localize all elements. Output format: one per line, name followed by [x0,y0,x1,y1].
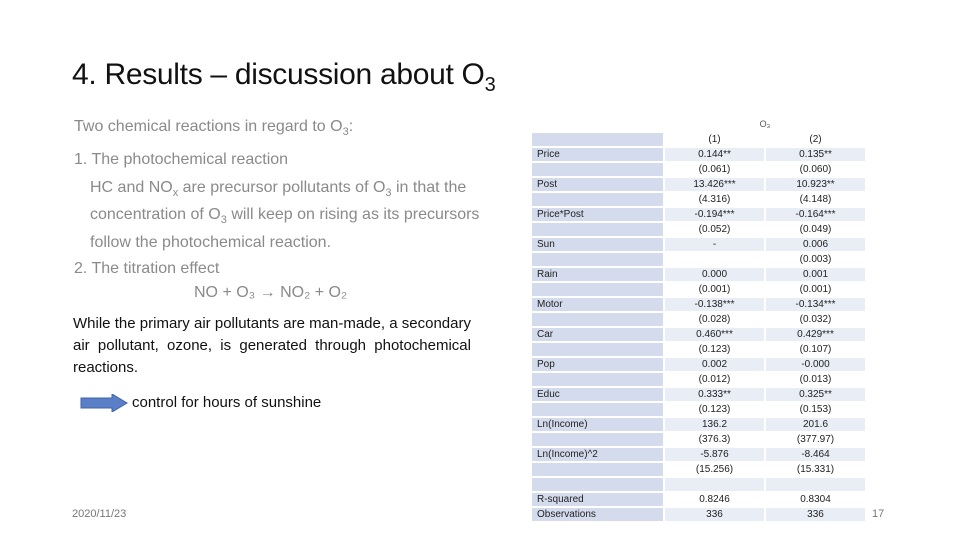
column-1-cell: 0.002 [665,358,764,371]
column-2-cell: (0.060) [766,163,865,176]
row-label: Sun [532,238,663,251]
column-header-1: (1) [665,133,764,146]
column-2-cell: 201.6 [766,418,865,431]
column-2-cell: 336 [766,508,865,521]
regression-table [530,116,867,523]
dependent-variable-label: O₃ [759,119,771,129]
column-2-cell: (0.001) [766,283,865,296]
titration-reaction: NO + O₃ → NO₂ + O₂ [194,283,348,301]
row-label [532,163,663,176]
table-row [532,313,865,326]
row-label: Observations [532,508,663,521]
column-2-cell: (0.032) [766,313,865,326]
column-1-cell: (4.316) [665,193,764,206]
table-row [532,193,865,206]
column-2-cell: 0.8304 [766,493,865,506]
column-2-cell: (0.013) [766,373,865,386]
bullet-list [74,116,494,304]
row-label [532,283,663,296]
row-label [532,253,663,266]
column-2-cell: 0.135** [766,148,865,161]
row-label: R-squared [532,493,663,506]
column-2-cell: 0.006 [766,238,865,251]
sunshine-note-label: control for hours of sunshine [132,394,322,411]
row-label: Educ [532,388,663,401]
column-2-cell: (0.107) [766,343,865,356]
column-1-cell: (0.052) [665,223,764,236]
column-2-cell: (0.003) [766,253,865,266]
column-2-cell: (377.97) [766,433,865,446]
column-1-cell: 136.2 [665,418,764,431]
column-1-cell: (0.123) [665,343,764,356]
row-label: Price*Post [532,208,663,221]
column-1-cell: 0.460*** [665,328,764,341]
table-row [532,253,865,266]
row-label [532,433,663,446]
column-2-cell: (0.049) [766,223,865,236]
table-row [532,268,865,281]
column-1-cell: (0.001) [665,283,764,296]
row-label [532,193,663,206]
table-row [532,433,865,446]
column-1-cell: (0.028) [665,313,764,326]
table-row [532,328,865,341]
slide-title: 4. Results – discussion about $O_3$ [72,58,496,96]
row-label: Car [532,328,663,341]
table-row [532,178,865,191]
column-2-cell: (0.153) [766,403,865,416]
table-row [532,373,865,386]
bullet-item-1: 1. The photochemical reaction [74,151,289,169]
table-row [532,283,865,296]
row-label [532,463,663,476]
table-row [532,418,865,431]
column-1-cell: 0.144** [665,148,764,161]
row-label: Pop [532,358,663,371]
column-2-cell [766,478,865,491]
column-1-cell: 13.426*** [665,178,764,191]
column-2-cell: 0.429*** [766,328,865,341]
column-1-cell: 0.000 [665,268,764,281]
row-label: Price [532,148,663,161]
slide-date: 2020/11/23 [72,508,127,520]
table-row [532,403,865,416]
table-row [532,358,865,371]
row-label [532,373,663,386]
row-label: Ln(Income) [532,418,663,431]
column-header-2: (2) [766,133,865,146]
ozone-paragraph: While the primary air pollutants are man-made, a secondary air pollutant, ozone, is generated through photochemical reactions. [73,315,471,376]
bullet-item-2: 2. The titration effect [74,259,220,277]
table-row [532,493,865,506]
column-2-cell: (4.148) [766,193,865,206]
row-label [532,403,663,416]
table-row [532,448,865,461]
table-header-group [532,118,865,131]
column-1-cell: -0.138*** [665,298,764,311]
column-1-cell: (15.256) [665,463,764,476]
column-1-cell: 336 [665,508,764,521]
row-label: Rain [532,268,663,281]
table-row [532,388,865,401]
column-1-cell: -0.194*** [665,208,764,221]
table-row [532,148,865,161]
column-1-cell: (0.012) [665,373,764,386]
column-1-cell: (0.123) [665,403,764,416]
column-1-cell: -5.876 [665,448,764,461]
table-row [532,208,865,221]
table-row [532,298,865,311]
column-1-cell [665,253,764,266]
row-label: Ln(Income)^2 [532,448,663,461]
row-label [532,223,663,236]
row-label [532,478,663,491]
column-1-cell: 0.333** [665,388,764,401]
column-1-cell: - [665,238,764,251]
column-1-cell: 0.8246 [665,493,764,506]
column-2-cell: 0.001 [766,268,865,281]
slide-page-number: 17 [872,508,885,520]
bullet-item-1-detail: HC and $NO_x$ are precursor pollutants of $O_3$ in that the concentration of $O_3$ will keep on rising as its precursors follow the photochemical reaction. [90,179,480,251]
table-row [532,478,865,491]
row-label: Motor [532,298,663,311]
table-header-blank [532,133,663,146]
column-2-cell: (15.331) [766,463,865,476]
row-label [532,343,663,356]
table-row [532,463,865,476]
bullet-intro: Two chemical reactions in regard to $O_3$: [74,118,354,139]
right-arrow-icon [80,394,128,412]
row-label [532,313,663,326]
table-row [532,163,865,176]
column-2-cell: -0.134*** [766,298,865,311]
column-2-cell: 10.923** [766,178,865,191]
table-row [532,238,865,251]
table-row [532,223,865,236]
row-label: Post [532,178,663,191]
column-1-cell: (376.3) [665,433,764,446]
column-2-cell: -0.000 [766,358,865,371]
column-2-cell: -0.164*** [766,208,865,221]
column-1-cell [665,478,764,491]
column-2-cell: -8.464 [766,448,865,461]
column-2-cell: 0.325** [766,388,865,401]
table-header-row [532,133,865,146]
column-1-cell: (0.061) [665,163,764,176]
table-row [532,508,865,521]
table-row [532,343,865,356]
